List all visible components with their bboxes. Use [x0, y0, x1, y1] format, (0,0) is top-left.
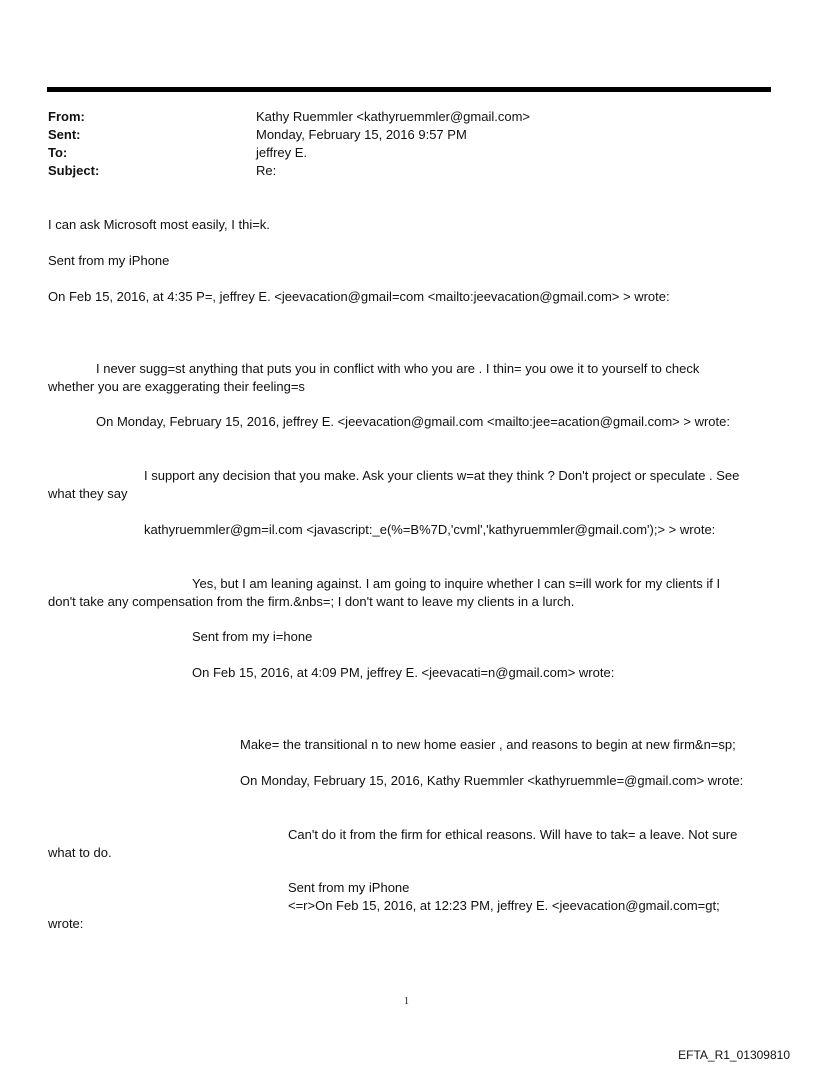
header-rule	[47, 87, 771, 92]
body-line: kathyruemmler@gm=il.com <javascript:_e(%=B%7D,'cvml','kathyruemmler@gmail.com');> > wrote:	[144, 522, 716, 537]
body-line: whether you are exaggerating their feeling=s	[48, 379, 305, 394]
body-line: what they say	[48, 486, 128, 501]
page-number: 1	[404, 996, 409, 1007]
body-line: Yes, but I am leaning against. I am going to inquire whether I can s=ill work for my clients if I	[192, 576, 721, 591]
body-line: wrote:	[48, 916, 84, 931]
body-line: Make= the transitional n to new home easier , and reasons to begin at new firm&n=sp;	[240, 737, 736, 752]
body-line: I never sugg=st anything that puts you in conflict with who you are . I thin= you owe it to yourself to check	[96, 361, 700, 376]
body-line: Sent from my iPhone	[288, 880, 410, 895]
sent-label: Sent:	[48, 127, 81, 142]
body-line: I support any decision that you make. Ask your clients w=at they think ? Don't project or speculate . See	[144, 468, 740, 483]
subject-value: Re:	[256, 163, 277, 178]
body-line: On Monday, February 15, 2016, jeffrey E. <jeevacation@gmail.com <mailto:jee=acation@gmail.com> > wrote:	[96, 414, 730, 429]
sent-value: Monday, February 15, 2016 9:57 PM	[256, 127, 467, 142]
document-id: EFTA_R1_01309810	[678, 1048, 790, 1062]
body-line: Sent from my iPhone	[48, 253, 170, 268]
body-line: <=r>On Feb 15, 2016, at 12:23 PM, jeffrey E. <jeevacation@gmail.com=gt;	[288, 898, 720, 913]
from-label: From:	[48, 109, 85, 124]
body-line: what to do.	[48, 845, 112, 860]
body-line: don't take any compensation from the firm.&nbs=; I don't want to leave my clients in a lurch.	[48, 594, 575, 609]
body-line: I can ask Microsoft most easily, I thi=k.	[48, 217, 270, 232]
body-line: On Monday, February 15, 2016, Kathy Ruemmler <kathyruemmle=@gmail.com> wrote:	[240, 773, 744, 788]
to-value: jeffrey E.	[256, 145, 308, 160]
body-line: On Feb 15, 2016, at 4:09 PM, jeffrey E. <jeevacati=n@gmail.com> wrote:	[192, 665, 615, 680]
body-line: On Feb 15, 2016, at 4:35 P=, jeffrey E. <jeevacation@gmail=com <mailto:jeevacation@gmail.com> > wrote:	[48, 289, 670, 304]
to-label: To:	[48, 145, 68, 160]
body-line: Can't do it from the firm for ethical reasons. Will have to tak= a leave. Not sure	[288, 827, 738, 842]
from-value: Kathy Ruemmler <kathyruemmler@gmail.com>	[256, 109, 531, 124]
body-line: Sent from my i=hone	[192, 629, 313, 644]
subject-label: Subject:	[48, 163, 100, 178]
